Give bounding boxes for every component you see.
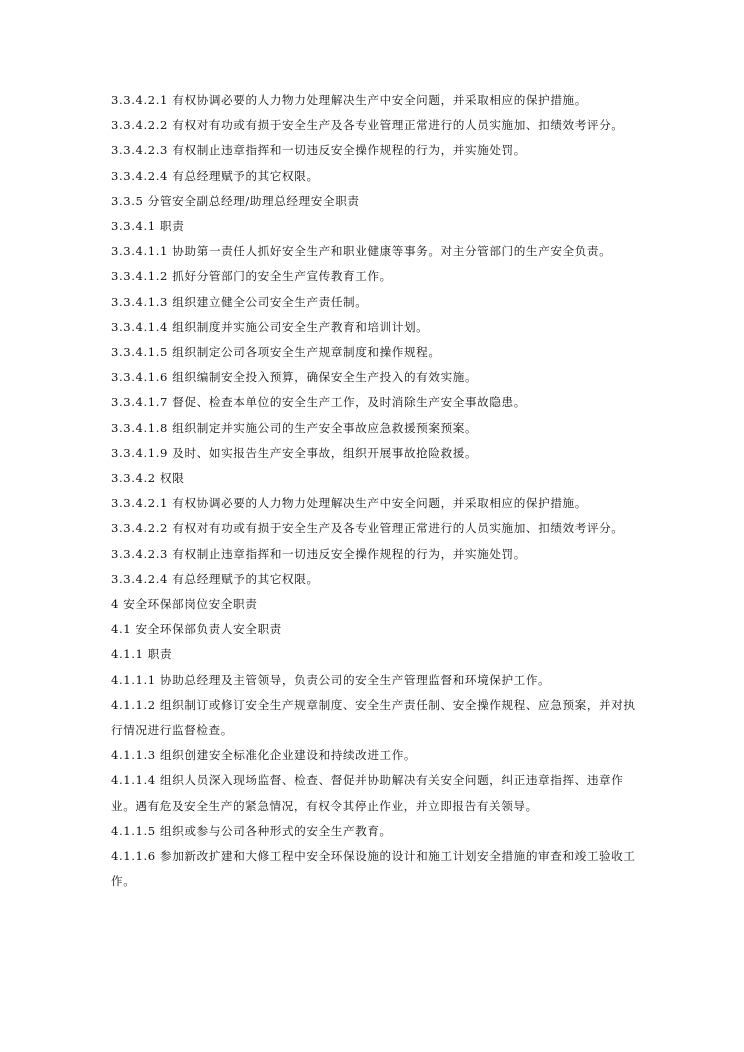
document-body [111,88,636,895]
paragraph: 3.3.4.1.6 组织编制安全投入预算，确保安全生产投入的有效实施。 [111,370,478,385]
paragraph: 4.1.1.4 组织人员深入现场监督、检查、督促并协助解决有关安全问题，纠正违章指挥、违章作业。遇有危及安全生产的紧急情况，有权令其停止作业，并立即报告有关领导。 [111,773,624,813]
paragraph: 3.3.4.2.1 有权协调必要的人力物力处理解决生产中安全问题，并采取相应的保护措施。 [111,496,587,511]
section-heading: 3.3.5 分管安全副总经理/助理总经理安全职责 [111,193,360,208]
section-heading: 4 安全环保部岗位安全职责 [111,597,258,612]
paragraph: 4.1.1.6 参加新改扩建和大修工程中安全环保设施的设计和施工计划安全措施的审查和竣工验收工作。 [111,849,636,889]
paragraph: 4.1.1.2 组织制订或修订安全生产规章制度、安全生产责任制、安全操作规程、应急预案，并对执行情况进行监督检查。 [111,697,636,738]
paragraph: 3.3.4.2.1 有权协调必要的人力物力处理解决生产中安全问题，并采取相应的保护措施。 [111,93,587,107]
paragraph: 4.1.1.5 组织或参与公司各种形式的安全生产教育。 [111,823,392,838]
section-heading: 4.1.1 职责 [111,647,173,662]
paragraph: 3.3.4.1.2 抓好分管部门的安全生产宣传教育工作。 [111,269,392,284]
section-heading: 3.3.4.1 职责 [111,219,185,234]
paragraph: 4.1.1.1 协助总经理及主管领导，负责公司的安全生产管理监督和环境保护工作。 [111,672,551,687]
paragraph: 3.3.4.2.4 有总经理赋予的其它权限。 [111,168,319,183]
paragraph: 3.3.4.1.8 组织制定并实施公司的生产安全事故应急救援预案预案。 [111,420,478,435]
paragraph: 3.3.4.1.9 及时、如实报告生产安全事故，组织开展事故抢险救援。 [111,445,478,460]
paragraph: 3.3.4.2.2 有权对有功或有损于安全生产及各专业管理正常进行的人员实施加、扣绩效考评分。 [111,521,624,536]
paragraph: 3.3.4.1.4 组织制度并实施公司安全生产教育和培训计划。 [111,319,429,334]
paragraph: 3.3.4.1.1 协助第一责任人抓好安全生产和职业健康等事务。对主分管部门的生产安全负责。 [111,244,612,259]
paragraph: 3.3.4.1.3 组织建立健全公司安全生产责任制。 [111,294,368,309]
paragraph: 3.3.4.2.2 有权对有功或有损于安全生产及各专业管理正常进行的人员实施加、扣绩效考评分。 [111,118,624,133]
paragraph: 4.1.1.3 组织创建安全标准化企业建设和持续改进工作。 [111,748,417,763]
section-heading: 4.1 安全环保部负责人安全职责 [111,622,282,637]
paragraph: 3.3.4.2.4 有总经理赋予的其它权限。 [111,571,319,586]
paragraph: 3.3.4.1.7 督促、检查本单位的安全生产工作，及时消除生产安全事故隐患。 [111,395,526,410]
paragraph: 3.3.4.1.5 组织制定公司各项安全生产规章制度和操作规程。 [111,345,441,360]
paragraph: 3.3.4.2.3 有权制止违章指挥和一切违反安全操作规程的行为，并实施处罚。 [111,143,526,158]
section-heading: 3.3.4.2 权限 [111,471,185,486]
paragraph: 3.3.4.2.3 有权制止违章指挥和一切违反安全操作规程的行为，并实施处罚。 [111,546,526,561]
